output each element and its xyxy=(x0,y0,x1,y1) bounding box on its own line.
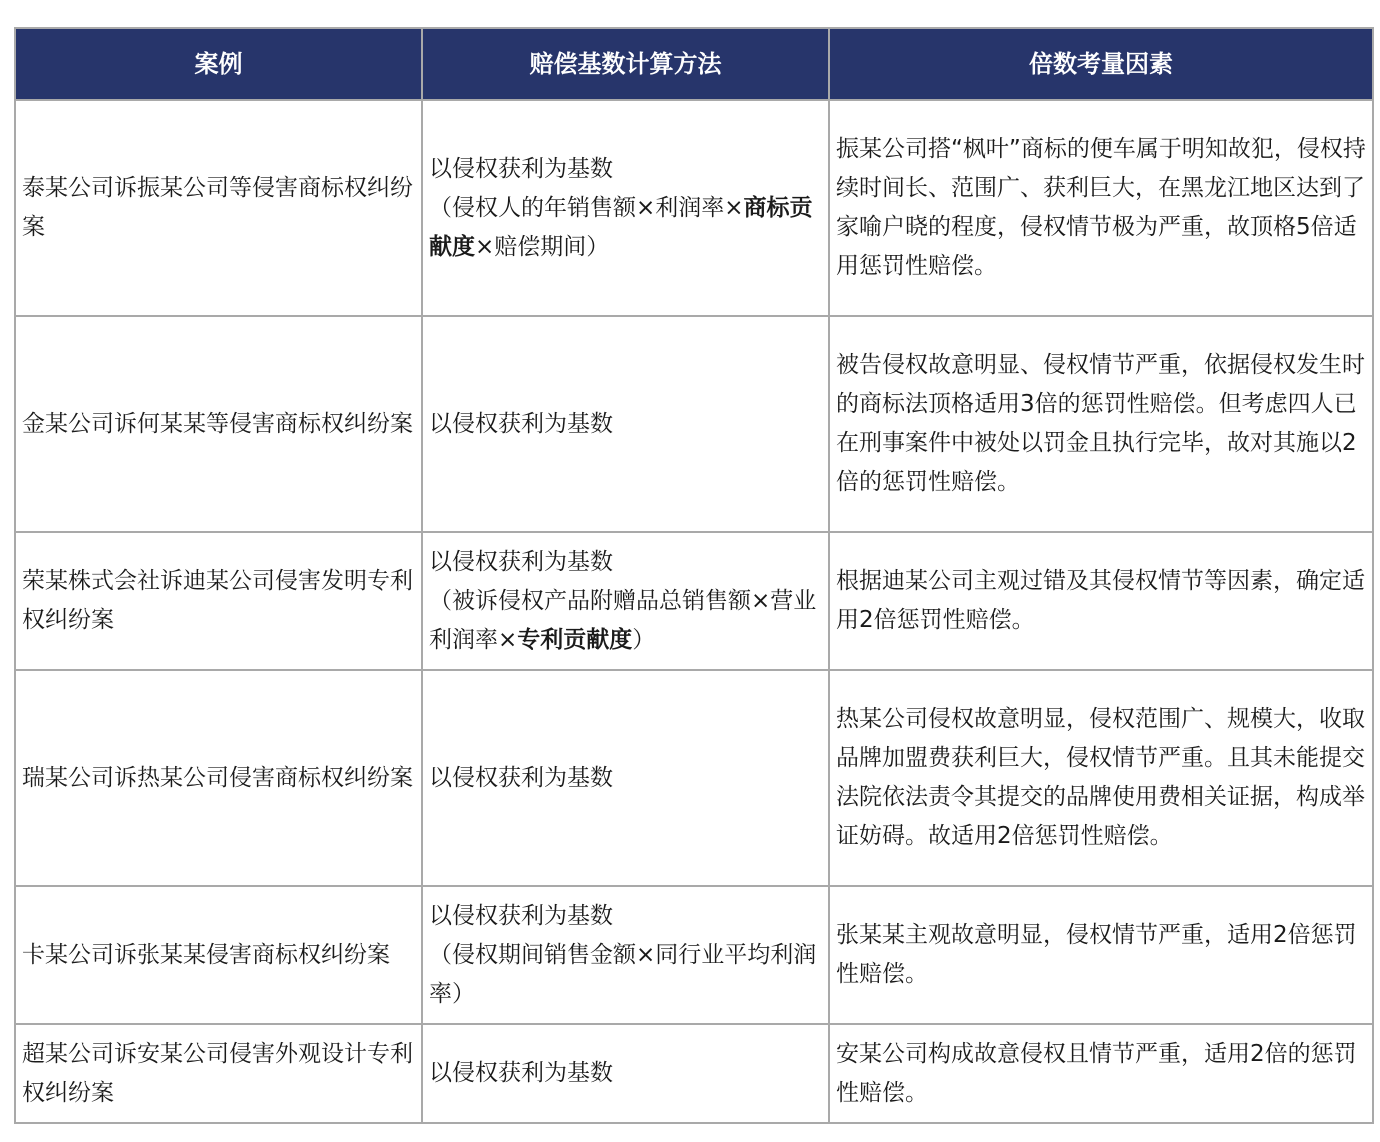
table-row xyxy=(15,316,1373,532)
method-line: 以侵权获利为基数 xyxy=(429,155,613,182)
case-table-container xyxy=(14,27,1366,1124)
method-detail-bold: 专利贡献度 xyxy=(517,626,633,653)
table-row xyxy=(15,670,1373,886)
method-cell xyxy=(422,670,829,886)
table-header-row xyxy=(15,28,1373,100)
method-line: 以侵权获利为基数 xyxy=(429,548,613,575)
table-row xyxy=(15,100,1373,316)
method-detail-text: （被诉侵权产品附赠品总销售额×营业利润率× xyxy=(429,587,817,653)
method-line: 以侵权获利为基数 xyxy=(429,1060,613,1086)
case-cell: 泰某公司诉振某公司等侵害商标权纠纷案 xyxy=(15,100,422,316)
method-cell xyxy=(422,886,829,1024)
method-cell xyxy=(422,532,829,670)
header-case: 案例 xyxy=(15,28,422,100)
method-line: 以侵权获利为基数 xyxy=(429,764,613,791)
table-row xyxy=(15,532,1373,670)
factors-cell: 振某公司搭“枫叶”商标的便车属于明知故犯，侵权持续时间长、范围广、获利巨大，在黑龙江地区达到了家喻户晓的程度，侵权情节极为严重，故顶格5倍适用惩罚性赔偿。 xyxy=(829,100,1373,316)
case-cell: 荣某株式会社诉迪某公司侵害发明专利权纠纷案 xyxy=(15,532,422,670)
method-cell xyxy=(422,100,829,316)
punitive-damages-table xyxy=(14,27,1374,1124)
method-detail-text: ） xyxy=(632,626,656,653)
method-cell xyxy=(422,316,829,532)
factors-cell: 热某公司侵权故意明显，侵权范围广、规模大，收取品牌加盟费获利巨大，侵权情节严重。且其未能提交法院依法责令其提交的品牌使用费相关证据，构成举证妨碍。故适用2倍惩罚性赔偿。 xyxy=(829,670,1373,886)
method-detail-text: （侵权人的年销售额×利润率× xyxy=(429,194,744,221)
method-cell xyxy=(422,1024,829,1123)
header-method: 赔偿基数计算方法 xyxy=(422,28,829,100)
method-line: 以侵权获利为基数 xyxy=(429,410,613,437)
case-cell: 卡某公司诉张某某侵害商标权纠纷案 xyxy=(15,886,422,1024)
factors-cell: 根据迪某公司主观过错及其侵权情节等因素，确定适用2倍惩罚性赔偿。 xyxy=(829,532,1373,670)
method-detail-bold: 商标贡献度 xyxy=(429,194,813,260)
method-detail xyxy=(429,195,813,260)
case-cell: 瑞某公司诉热某公司侵害商标权纠纷案 xyxy=(15,670,422,886)
header-factors: 倍数考量因素 xyxy=(829,28,1373,100)
factors-cell: 被告侵权故意明显、侵权情节严重，依据侵权发生时的商标法顶格适用3倍的惩罚性赔偿。但考虑四人已在刑事案件中被处以罚金且执行完毕，故对其施以2倍的惩罚性赔偿。 xyxy=(829,316,1373,532)
factors-cell: 张某某主观故意明显，侵权情节严重，适用2倍惩罚性赔偿。 xyxy=(829,886,1373,1024)
table-row xyxy=(15,886,1373,1024)
case-cell: 金某公司诉何某某等侵害商标权纠纷案 xyxy=(15,316,422,532)
method-line: 以侵权获利为基数 xyxy=(429,902,613,929)
method-detail-text: ×赔偿期间） xyxy=(475,233,610,260)
table-row xyxy=(15,1024,1373,1123)
method-detail xyxy=(429,588,816,653)
factors-cell: 安某公司构成故意侵权且情节严重，适用2倍的惩罚性赔偿。 xyxy=(829,1024,1373,1123)
case-cell: 超某公司诉安某公司侵害外观设计专利权纠纷案 xyxy=(15,1024,422,1123)
method-detail: （侵权期间销售金额×同行业平均利润率） xyxy=(429,941,817,1007)
